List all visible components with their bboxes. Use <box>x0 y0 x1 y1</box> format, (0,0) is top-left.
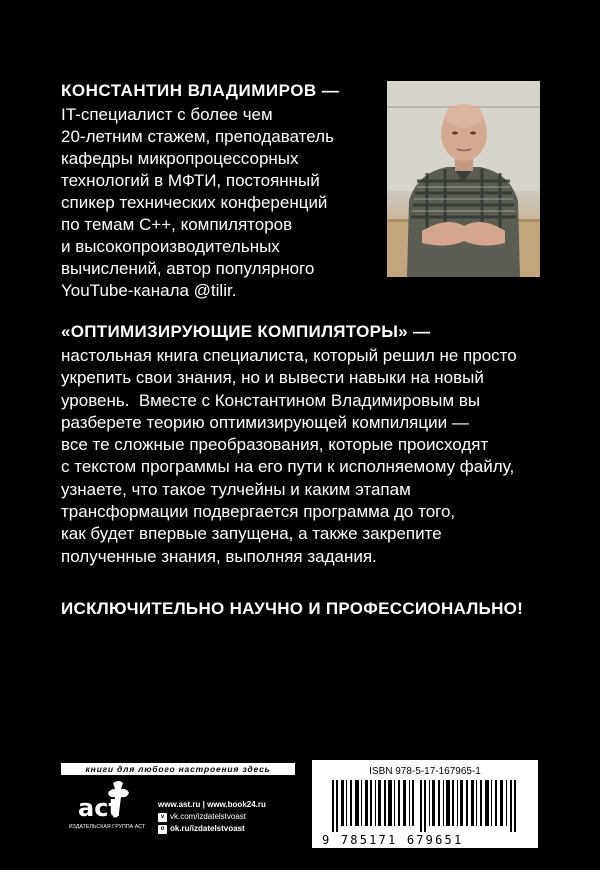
book-section <box>61 321 531 568</box>
book-description <box>61 345 531 568</box>
desc-line: трансформации подвергается программа до того, <box>61 502 456 522</box>
barcode-icon <box>332 780 522 832</box>
desc-line: уровень. Вместе с Константином Владимировым вы <box>61 390 481 410</box>
bio-line: и высокопроизводительных <box>61 237 280 256</box>
desc-line: настольная книга специалиста, который решил не просто <box>61 346 517 365</box>
ean-digits: 9 785171 679651 <box>322 833 464 847</box>
author-photo <box>387 81 540 277</box>
author-name: КОНСТАНТИН ВЛАДИМИРОВ — <box>61 81 340 100</box>
author-section <box>61 80 371 302</box>
publisher-footer <box>0 755 600 870</box>
publisher-logo <box>61 779 151 834</box>
isbn-text: ISBN 978-5-17-167965-1 <box>369 766 481 777</box>
desc-line: все те сложные преобразования, которые происходят <box>61 435 489 455</box>
vk-link[interactable]: vk.com/izdatelstvoast <box>170 812 247 821</box>
bio-line: спикер технических конференций <box>61 193 328 212</box>
book-title: «ОПТИМИЗИРУЮЩИЕ КОМПИЛЯТОРЫ» — <box>61 322 431 341</box>
ok-link-row[interactable] <box>158 823 266 835</box>
vk-link-row[interactable] <box>158 811 266 823</box>
bio-line: технологий в МФТИ, постоянный <box>61 171 320 190</box>
logo-caption: ИЗДАТЕЛЬСКАЯ ГРУППА АСТ <box>68 824 146 830</box>
desc-line: укрепить свои знания, но и вывести навыки на новый <box>61 368 484 388</box>
desc-line: с текстом программы на его пути к исполняемому файлу, <box>61 457 515 477</box>
bio-line: по темам C++, компиляторов <box>61 215 293 234</box>
desc-line: полученные знания, выполняя задания. <box>61 546 377 566</box>
author-bio <box>61 104 371 302</box>
bio-line: кафедры микропроцессорных <box>61 149 299 168</box>
slogan: ИСКЛЮЧИТЕЛЬНО НАУЧНО И ПРОФЕССИОНАЛЬНО! <box>61 599 524 618</box>
vk-icon: v <box>158 813 167 822</box>
bio-line: вычислений, автор популярного <box>61 259 315 278</box>
bio-line: 20-летним стажем, преподаватель <box>61 127 334 146</box>
bio-line: YouTube-канала @tilir. <box>61 281 237 300</box>
ok-icon: o <box>158 825 167 834</box>
desc-line: разберете теорию оптимизирующей компиляции — <box>61 412 469 432</box>
website-links[interactable]: www.ast.ru | www.book24.ru <box>158 800 266 809</box>
publisher-links <box>158 799 266 835</box>
logo-text: act <box>78 794 120 822</box>
ast-logo-icon <box>75 779 135 823</box>
ok-link[interactable]: ok.ru/izdatelstvoast <box>170 824 245 833</box>
barcode-box <box>312 760 538 848</box>
tagline-bar: книги для любого настроения здесь <box>61 763 295 775</box>
desc-line: узнаете, что такое тулчейны и каким этапам <box>61 479 411 499</box>
bio-line: IT-специалист с более чем <box>61 105 273 124</box>
desc-line: как будет впервые запущена, а также закрепите <box>61 524 442 544</box>
